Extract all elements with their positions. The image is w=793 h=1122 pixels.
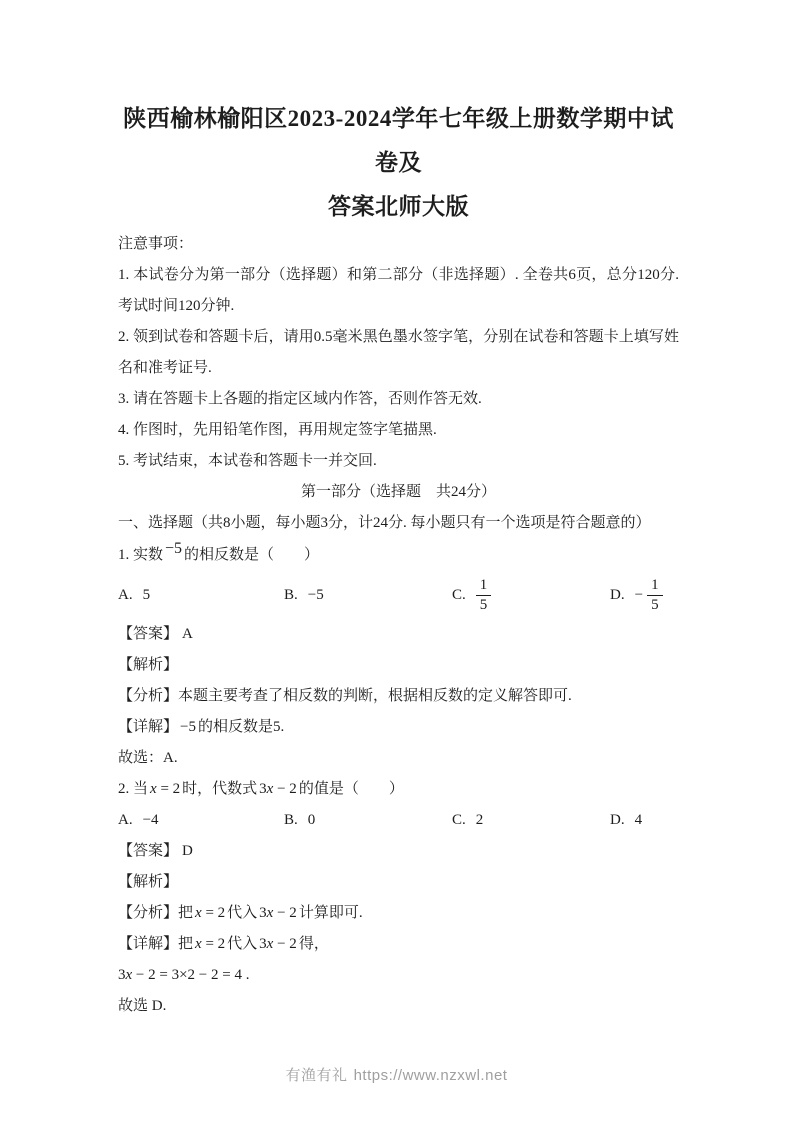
page-title-line-1: 陕西榆林榆阳区2023-2024学年七年级上册数学期中试卷及 (123, 106, 674, 175)
q2-analysis (118, 898, 679, 929)
q2-detail-math-2: 3x − 2 (259, 936, 297, 952)
q1-option-a (118, 571, 152, 619)
document-content (118, 0, 679, 1022)
fraction-denominator: 5 (647, 595, 663, 615)
fraction-numerator: 1 (651, 577, 659, 594)
q1-option-a-label: A. (118, 587, 133, 603)
q1-stem-prefix: 1. 实数 (118, 547, 164, 563)
q2-option-d (610, 805, 644, 836)
page-title-line-2: 答案北师大版 (328, 194, 469, 219)
q2-analysis-text: 计算即可. (298, 905, 363, 921)
q1-answer-line (118, 619, 679, 650)
q1-option-b-label: B. (284, 587, 298, 603)
footer-brand: 有渔有礼 (285, 1067, 348, 1084)
footer-watermark (0, 1064, 793, 1085)
q1-stem-suffix: 的相反数是（ ） (184, 547, 320, 563)
page-title (118, 0, 679, 229)
footer-url: https://www.nzxwl.net (353, 1067, 508, 1084)
q2-analysis-math-1: x = 2 (195, 905, 226, 921)
q2-stem-text: 的值是（ ） (298, 781, 404, 797)
q1-option-d (610, 571, 663, 619)
q2-option-c-label: C. (452, 812, 466, 828)
question-1-options (118, 571, 679, 619)
q1-option-d-sign: − (634, 587, 644, 603)
fraction-numerator: 1 (479, 577, 488, 594)
q2-answer-value: D (182, 843, 193, 859)
q2-option-c (452, 805, 485, 836)
q1-stem-math: −5 (165, 540, 183, 557)
q1-option-c (452, 571, 491, 619)
section1-title: 一、选择题（共8小题，每小题3分，计24分. 每小题只有一个选项是符合题意的） (118, 515, 651, 531)
q2-option-c-value: 2 (475, 812, 484, 828)
answer-label: 【答案】 (118, 626, 179, 642)
q2-detail-text: 代入 (227, 936, 258, 952)
q2-analysis-text: 【分析】把 (118, 905, 194, 921)
q1-conclusion: 故选：A. (118, 750, 178, 766)
q2-conclusion: 故选 D. (118, 998, 167, 1014)
q1-option-d-fraction (647, 576, 663, 615)
q2-stem-text: 2. 当 (118, 781, 149, 797)
q2-detail-text: 得， (298, 936, 329, 952)
q1-detail (118, 712, 679, 743)
detail-label: 【详解】 (118, 719, 179, 735)
q2-option-d-value: 4 (634, 812, 643, 828)
q1-explain-label: 【解析】 (118, 657, 179, 673)
q2-analysis-math-2: 3x − 2 (259, 905, 297, 921)
q1-option-d-label: D. (610, 587, 625, 603)
q2-option-a-value: −4 (142, 812, 159, 828)
q2-option-b (284, 805, 317, 836)
q2-option-b-label: B. (284, 812, 298, 828)
q1-detail-math: −5 (180, 719, 196, 735)
notice-item-4: 4. 作图时，先用铅笔作图，再用规定签字笔描黑. (118, 422, 437, 438)
q2-option-b-value: 0 (307, 812, 316, 828)
notice-item-5: 5. 考试结束，本试卷和答题卡一并交回. (118, 453, 377, 469)
q1-option-c-fraction (476, 576, 492, 615)
q2-analysis-text: 代入 (227, 905, 258, 921)
q2-option-d-label: D. (610, 812, 625, 828)
q1-answer-value: A (182, 626, 193, 642)
part1-heading: 第一部分（选择题 共24分） (300, 484, 496, 500)
fraction-denominator: 5 (476, 595, 492, 615)
notice-item-2: 2. 领到试卷和答题卡后，请用0.5毫米黑色墨水签字笔，分别在试卷和答题卡上填写姓名和准考证号. (118, 329, 679, 376)
q2-explain-label: 【解析】 (118, 874, 179, 890)
q1-option-a-value: 5 (142, 587, 151, 603)
q1-detail-suffix: 的相反数是5. (197, 719, 285, 735)
q2-answer-line (118, 836, 679, 867)
notice-heading: 注意事项： (118, 236, 194, 252)
q2-stem-text: 时，代数式 (182, 781, 258, 797)
q2-detail (118, 929, 679, 960)
q1-analysis: 【分析】本题主要考查了相反数的判断，根据相反数的定义解答即可. (118, 688, 572, 704)
question-1-stem (118, 539, 679, 571)
q1-option-b-value: −5 (307, 587, 324, 603)
q2-stem-math-2: 3x − 2 (259, 781, 297, 797)
q2-option-a-label: A. (118, 812, 133, 828)
notice-item-3: 3. 请在答题卡上各题的指定区域内作答，否则作答无效. (118, 391, 482, 407)
q2-detail-math-1: x = 2 (195, 936, 226, 952)
q2-option-a (118, 805, 161, 836)
question-2-options (118, 805, 679, 836)
q2-equation: 3x − 2 = 3×2 − 2 = 4 . (118, 967, 250, 983)
q2-stem-math-1: x = 2 (150, 781, 181, 797)
answer-label: 【答案】 (118, 843, 179, 859)
q1-option-c-label: C. (452, 587, 466, 603)
q1-option-b (284, 571, 326, 619)
question-2-stem (118, 774, 679, 805)
q2-detail-text: 【详解】把 (118, 936, 194, 952)
notice-item-1: 1. 本试卷分为第一部分（选择题）和第二部分（非选择题）. 全卷共6页，总分120分. 考试时间120分钟. (118, 267, 679, 314)
